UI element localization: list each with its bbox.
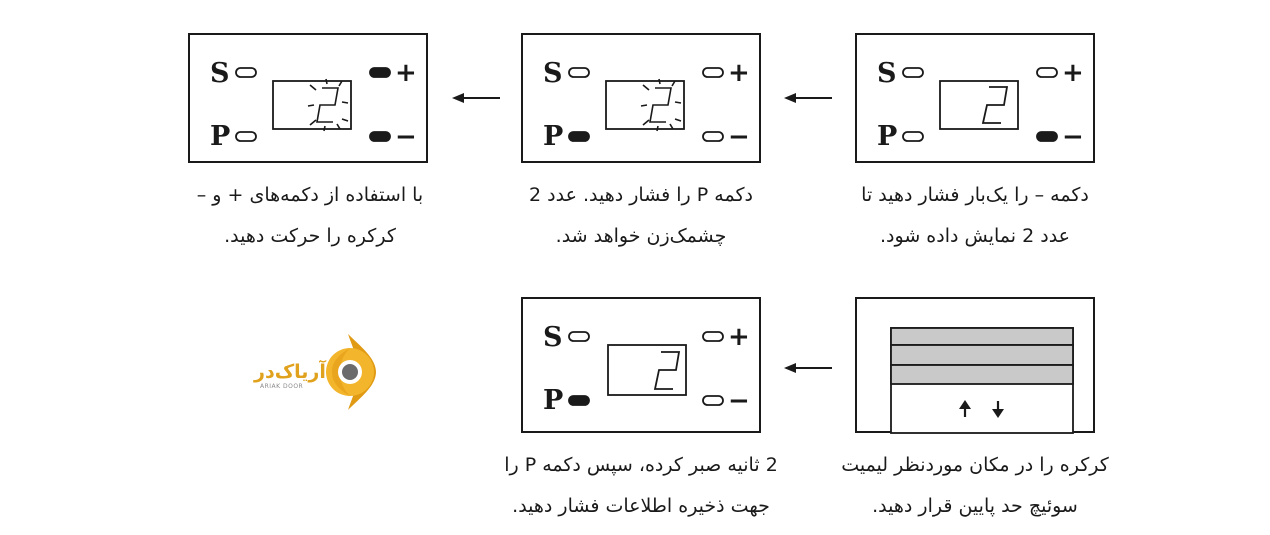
shutter-slat <box>891 365 1073 384</box>
s-led-off <box>569 68 589 77</box>
p-led-on <box>569 132 589 141</box>
shutter-slat <box>891 328 1073 345</box>
plus-label: + <box>728 322 750 352</box>
p-label: P <box>210 121 231 152</box>
arrow-left-icon <box>452 90 502 106</box>
control-panel-step5 <box>521 297 761 433</box>
minus-led-on <box>1037 132 1057 141</box>
minus-label: − <box>1062 122 1084 152</box>
shutter-illustration <box>855 297 1095 433</box>
caption-line: چشمک‌زن خواهد شد. <box>555 225 727 247</box>
caption-line: سوئیچ حد پایین قرار دهید. <box>872 495 1078 517</box>
caption-line: دکمه P را فشار دهید. عدد 2 <box>529 184 753 206</box>
plus-led-off <box>1037 68 1057 77</box>
shutter-slat <box>891 345 1073 365</box>
minus-label: − <box>728 122 750 152</box>
plus-label: + <box>728 58 750 88</box>
p-label: P <box>543 121 564 152</box>
p-led-off <box>903 132 923 141</box>
logo-wordmark: آریاک‌در <box>254 361 326 383</box>
caption-line: عدد 2 نمایش داده شود. <box>880 225 1070 247</box>
step3-caption <box>150 175 470 257</box>
minus-label: − <box>395 122 417 152</box>
logo-subtitle: ARIAK DOOR <box>260 383 304 390</box>
s-label: S <box>543 58 563 89</box>
minus-led-off <box>703 396 723 405</box>
step2-caption <box>481 175 801 257</box>
minus-led-off <box>703 132 723 141</box>
caption-line: کرکره را حرکت دهید. <box>224 225 396 247</box>
caption-line: 2 ثانیه صبر کرده، سپس دکمه P را <box>504 454 778 476</box>
plus-led-off <box>703 332 723 341</box>
logo-mark-icon <box>326 334 376 410</box>
plus-led-on <box>370 68 390 77</box>
s-led-off <box>236 68 256 77</box>
step5-caption <box>471 445 811 527</box>
caption-line: کرکره را در مکان موردنظر لیمیت <box>841 454 1109 476</box>
caption-line: جهت ذخیره اطلاعات فشار دهید. <box>512 495 770 517</box>
control-panel-step1 <box>855 33 1095 163</box>
step4-caption <box>815 445 1135 527</box>
caption-line: دکمه – را یک‌بار فشار دهید تا <box>861 184 1089 206</box>
step1-caption <box>815 175 1135 257</box>
caption-line: با استفاده از دکمه‌های + و – <box>196 184 424 206</box>
p-led-on <box>569 396 589 405</box>
ariak-door-logo <box>252 332 382 412</box>
s-label: S <box>543 322 563 353</box>
control-panel-step2 <box>521 33 761 163</box>
s-led-off <box>569 332 589 341</box>
plus-led-off <box>703 68 723 77</box>
arrow-left-icon <box>784 360 834 376</box>
s-label: S <box>877 58 897 89</box>
arrow-left-icon <box>784 90 834 106</box>
plus-label: + <box>395 58 417 88</box>
p-label: P <box>877 121 898 152</box>
control-panel-step3 <box>188 33 428 163</box>
s-label: S <box>210 58 230 89</box>
minus-label: − <box>728 386 750 416</box>
p-led-off <box>236 132 256 141</box>
plus-label: + <box>1062 58 1084 88</box>
s-led-off <box>903 68 923 77</box>
p-label: P <box>543 385 564 416</box>
minus-led-on <box>370 132 390 141</box>
